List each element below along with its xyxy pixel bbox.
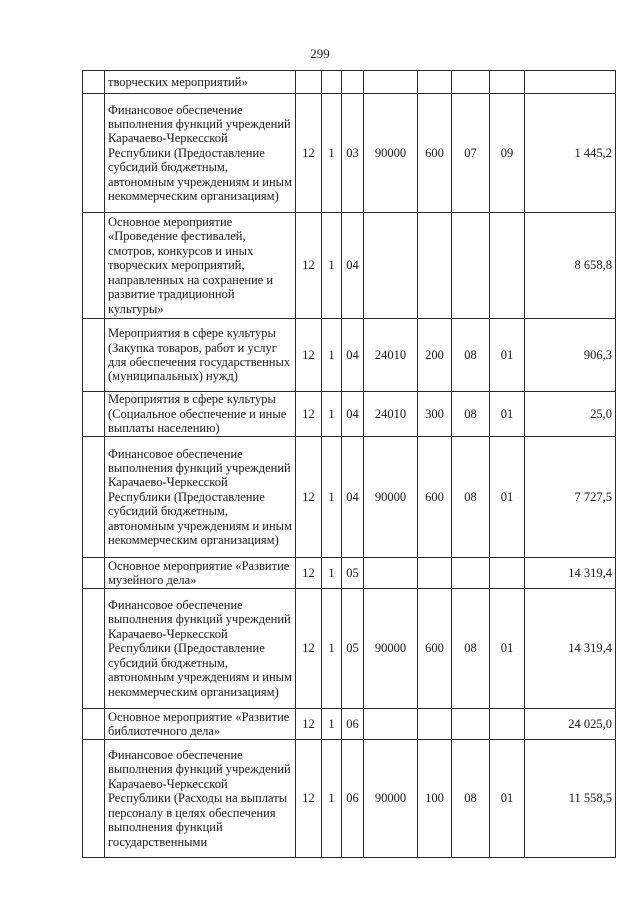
code-expense-type: 600 xyxy=(418,589,452,709)
code-measure: 04 xyxy=(342,392,364,437)
item-name: Мероприятия в сфере культуры (Социальное обеспечение и иные выплаты населению) xyxy=(105,392,296,437)
code-measure: 05 xyxy=(342,589,364,709)
amount xyxy=(525,71,616,94)
item-name: Финансовое обеспечение выполнения функций учреждений Карачаево-Черкесской Республики (Предоставление субсидий бюджетным, автономным учреждениям и иным некоммерческим организациям) xyxy=(105,589,296,709)
code-measure: 06 xyxy=(342,740,364,858)
item-name: Финансовое обеспечение выполнения функций учреждений Карачаево-Черкесской Республики (Предоставление субсидий бюджетным, автономным учреждениям и иным некоммерческим организациям) xyxy=(105,437,296,558)
amount: 1 445,2 xyxy=(525,94,616,213)
table-row xyxy=(83,709,616,740)
code-expense-type: 300 xyxy=(418,392,452,437)
amount: 25,0 xyxy=(525,392,616,437)
code-measure: 05 xyxy=(342,558,364,589)
code-section xyxy=(452,71,490,94)
amount: 906,3 xyxy=(525,319,616,392)
row-marker-cell xyxy=(83,558,105,589)
code-ministry: 12 xyxy=(296,213,322,319)
page-number: 299 xyxy=(310,46,330,61)
table-row xyxy=(83,319,616,392)
code-subprogram: 1 xyxy=(322,740,342,858)
table-row xyxy=(83,589,616,709)
code-expense-type xyxy=(418,558,452,589)
code-subsection xyxy=(490,71,525,94)
row-marker-cell xyxy=(83,740,105,858)
code-subsection: 01 xyxy=(490,589,525,709)
code-measure: 06 xyxy=(342,709,364,740)
code-direction: 90000 xyxy=(364,437,418,558)
amount: 11 558,5 xyxy=(525,740,616,858)
code-direction: 90000 xyxy=(364,589,418,709)
table-row xyxy=(83,558,616,589)
code-direction: 90000 xyxy=(364,740,418,858)
code-section: 08 xyxy=(452,392,490,437)
budget-table-body xyxy=(83,71,616,858)
table-row xyxy=(83,94,616,213)
code-subprogram: 1 xyxy=(322,437,342,558)
amount: 14 319,4 xyxy=(525,589,616,709)
budget-table xyxy=(82,70,616,858)
item-name: Основное мероприятие «Развитие музейного дела» xyxy=(105,558,296,589)
code-ministry: 12 xyxy=(296,589,322,709)
code-subprogram: 1 xyxy=(322,213,342,319)
code-ministry: 12 xyxy=(296,437,322,558)
code-subprogram: 1 xyxy=(322,589,342,709)
item-name: Основное мероприятие «Развитие библиотечного дела» xyxy=(105,709,296,740)
amount: 14 319,4 xyxy=(525,558,616,589)
code-expense-type: 100 xyxy=(418,740,452,858)
code-expense-type xyxy=(418,71,452,94)
code-subprogram: 1 xyxy=(322,392,342,437)
code-expense-type: 600 xyxy=(418,94,452,213)
row-marker-cell xyxy=(83,392,105,437)
row-marker-cell xyxy=(83,94,105,213)
code-measure: 04 xyxy=(342,319,364,392)
item-name: Мероприятия в сфере культуры (Закупка товаров, работ и услуг для обеспечения государственных (муниципальных) нужд) xyxy=(105,319,296,392)
code-subsection: 01 xyxy=(490,437,525,558)
code-expense-type xyxy=(418,213,452,319)
table-row xyxy=(83,437,616,558)
code-subprogram: 1 xyxy=(322,709,342,740)
code-direction xyxy=(364,709,418,740)
code-ministry: 12 xyxy=(296,709,322,740)
item-name: творческих мероприятий» xyxy=(105,71,296,94)
code-section: 07 xyxy=(452,94,490,213)
table-row xyxy=(83,71,616,94)
item-name: Финансовое обеспечение выполнения функций учреждений Карачаево-Черкесской Республики (Предоставление субсидий бюджетным, автономным учреждениям и иным некоммерческим организациям) xyxy=(105,94,296,213)
code-measure: 04 xyxy=(342,213,364,319)
code-subsection: 01 xyxy=(490,392,525,437)
code-section xyxy=(452,213,490,319)
table-row xyxy=(83,740,616,858)
code-direction: 24010 xyxy=(364,319,418,392)
code-ministry: 12 xyxy=(296,94,322,213)
item-name: Финансовое обеспечение выполнения функций учреждений Карачаево-Черкесской Республики (Расходы на выплаты персоналу в целях обеспечения выполнения функций государственными xyxy=(105,740,296,858)
code-expense-type: 600 xyxy=(418,437,452,558)
code-direction xyxy=(364,71,418,94)
code-section: 08 xyxy=(452,740,490,858)
code-ministry: 12 xyxy=(296,319,322,392)
code-subsection: 01 xyxy=(490,740,525,858)
code-subsection: 09 xyxy=(490,94,525,213)
item-name: Основное мероприятие «Проведение фестивалей, смотров, конкурсов и иных творческих мероприятий, направленных на сохранение и развитие традиционной культуры» xyxy=(105,213,296,319)
code-subprogram: 1 xyxy=(322,94,342,213)
table-row xyxy=(83,213,616,319)
code-ministry: 12 xyxy=(296,392,322,437)
amount: 7 727,5 xyxy=(525,437,616,558)
code-subprogram xyxy=(322,71,342,94)
code-direction xyxy=(364,558,418,589)
code-section: 08 xyxy=(452,319,490,392)
amount: 8 658,8 xyxy=(525,213,616,319)
row-marker-cell xyxy=(83,589,105,709)
code-ministry: 12 xyxy=(296,740,322,858)
code-section: 08 xyxy=(452,589,490,709)
code-subprogram: 1 xyxy=(322,319,342,392)
code-measure: 03 xyxy=(342,94,364,213)
code-subsection: 01 xyxy=(490,319,525,392)
code-measure xyxy=(342,71,364,94)
amount: 24 025,0 xyxy=(525,709,616,740)
code-direction: 90000 xyxy=(364,94,418,213)
code-subsection xyxy=(490,709,525,740)
code-direction: 24010 xyxy=(364,392,418,437)
code-ministry xyxy=(296,71,322,94)
row-marker-cell xyxy=(83,709,105,740)
code-subprogram: 1 xyxy=(322,558,342,589)
code-measure: 04 xyxy=(342,437,364,558)
code-expense-type: 200 xyxy=(418,319,452,392)
row-marker-cell xyxy=(83,71,105,94)
row-marker-cell xyxy=(83,213,105,319)
code-section xyxy=(452,709,490,740)
row-marker-cell xyxy=(83,319,105,392)
code-subsection xyxy=(490,213,525,319)
code-expense-type xyxy=(418,709,452,740)
code-subsection xyxy=(490,558,525,589)
code-section xyxy=(452,558,490,589)
code-section: 08 xyxy=(452,437,490,558)
row-marker-cell xyxy=(83,437,105,558)
code-direction xyxy=(364,213,418,319)
table-row xyxy=(83,392,616,437)
code-ministry: 12 xyxy=(296,558,322,589)
